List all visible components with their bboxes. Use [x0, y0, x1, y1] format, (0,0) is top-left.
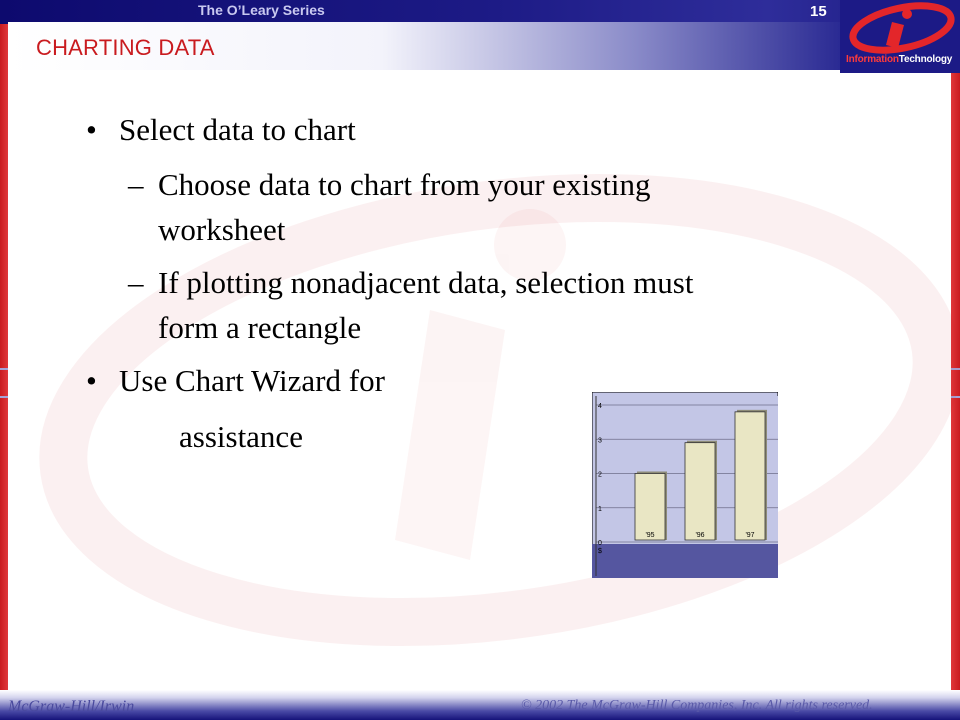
bar-chart — [592, 392, 778, 578]
bullet-text: assistance — [179, 419, 303, 454]
series-label: The O’Leary Series — [198, 2, 325, 18]
sub-bullet-text: form a rectangle — [158, 310, 362, 345]
bullet-marker: • — [86, 363, 97, 398]
sub-bullet-text: worksheet — [158, 212, 286, 247]
chart-category-label: '96 — [695, 532, 705, 539]
chart-bar — [735, 412, 765, 540]
footer-copyright: © 2002 The McGraw-Hill Companies, Inc. All rights reserved. — [521, 698, 873, 713]
chart-ytick-label: 0 — [598, 540, 602, 547]
sub-bullet-text: If plotting nonadjacent data, selection must — [158, 265, 694, 300]
chart-floor — [592, 544, 778, 578]
bullet-text: Use Chart Wizard for — [119, 363, 385, 398]
sub-bullet-text: Choose data to chart from your existing — [158, 167, 651, 202]
sub-bullet-marker: – — [128, 265, 144, 300]
chart-category-label: '95 — [645, 532, 655, 539]
chart-ylabel: $ — [598, 548, 602, 555]
bullet-text: Select data to chart — [119, 112, 356, 147]
logo-text-highlight: Information — [846, 54, 899, 65]
chart-category-label: '97 — [745, 532, 755, 539]
bullet-marker: • — [86, 112, 97, 147]
chart-ytick-label: 3 — [598, 437, 602, 445]
chart-ytick-label: 2 — [598, 471, 602, 479]
footer-publisher: McGraw-Hill/Irwin — [8, 698, 135, 715]
slide-number: 15 — [810, 3, 827, 20]
chart-bar — [635, 474, 665, 541]
logo-text-rest: Technology — [898, 54, 953, 65]
slide-title: CHARTING DATA — [36, 35, 215, 60]
chart-ytick-label: 1 — [598, 505, 602, 513]
sub-bullet-marker: – — [128, 167, 144, 202]
chart-bar — [685, 443, 715, 540]
chart-ytick-label: 4 — [598, 403, 602, 410]
